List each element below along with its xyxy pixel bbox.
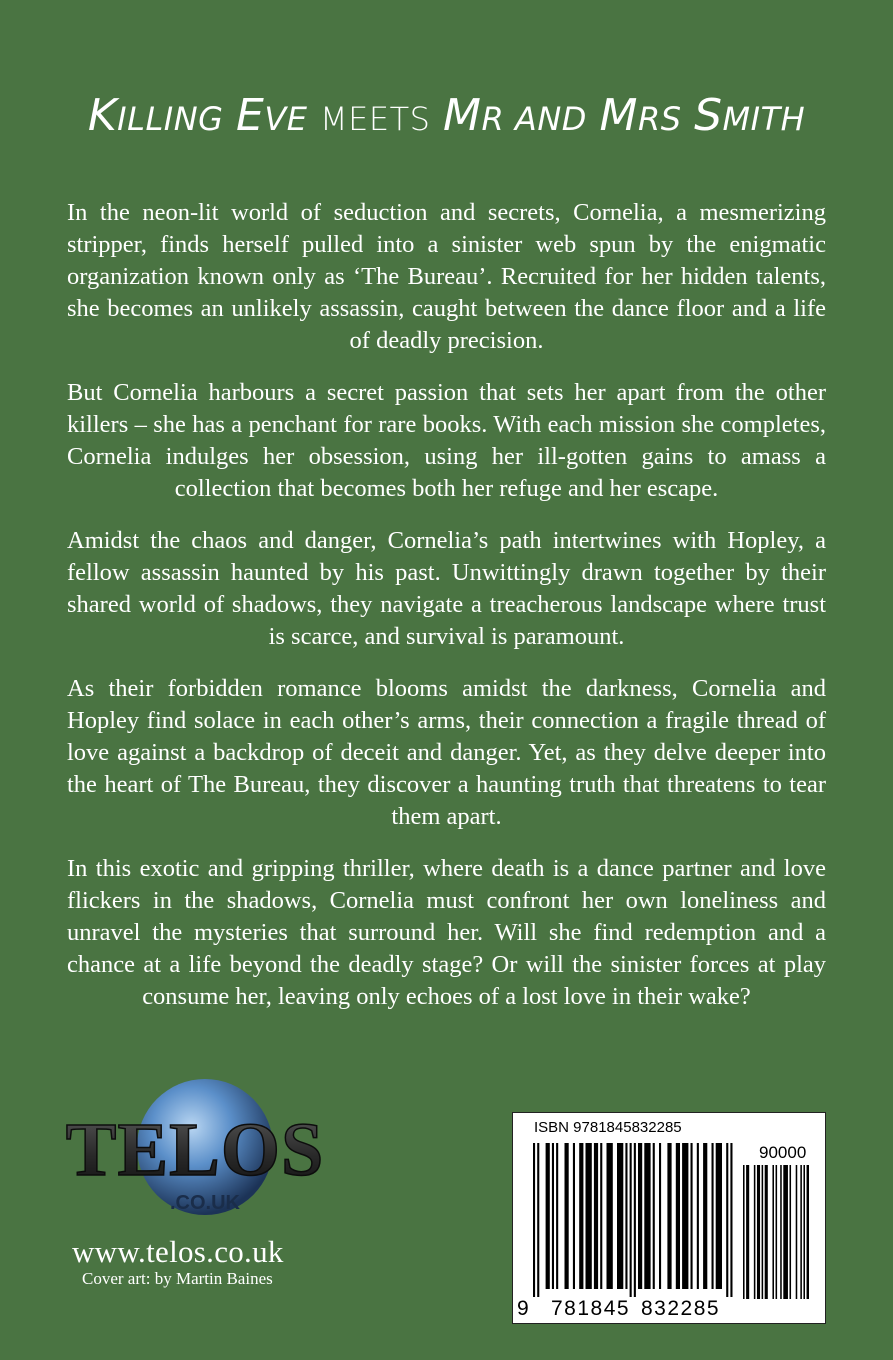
barcode-bar [772,1165,774,1299]
barcode-bar [586,1143,592,1289]
barcode-bar [765,1165,768,1299]
barcode-bar [676,1143,680,1289]
barcode-bar [667,1143,671,1289]
barcode-bars-addon [743,1165,809,1299]
blurb-paragraph-4: As their forbidden romance blooms amidst the darkness, Cornelia and Hopley find solace in each other’s arms, their connection a fragile thread of love against a backdrop of deceit and danger. Yet, as they delve deeper into the heart of The Bureau, they discover a haunting truth that threatens to tear them apart. [67,675,826,830]
barcode-bar [552,1143,554,1289]
barcode-bar [644,1143,650,1289]
barcode-bar [803,1165,805,1299]
barcode-bar [796,1165,798,1299]
logo-text: TELOS [65,1108,325,1192]
barcode-bar [556,1143,558,1289]
barcode-bar [565,1143,569,1289]
telos-globe-logo [55,1075,335,1235]
barcode-bar [697,1143,699,1289]
barcode-bar [807,1165,809,1299]
barcode-bars-main [533,1143,733,1299]
barcode-bar [607,1143,613,1289]
tagline-word: MEETS [320,100,431,138]
logo-subtext: .CO.UK [170,1192,240,1214]
barcode-bar [783,1165,788,1299]
blurb [67,197,826,1033]
tagline-word: MITH [722,100,806,138]
barcode-bar [659,1143,661,1289]
tagline-word: VE [264,100,308,138]
isbn-label: ISBN 9781845832285 [534,1119,682,1136]
blurb-paragraph-1: In the neon-lit world of seduction and secrets, Cornelia, a mesmerizing stripper, finds herself pulled into a sinister web spun by the enigmatic organization known only as ‘The Bureau’. Recruited for her hidden talents, she becomes an unlikely assassin, caught between the dance floor and a life of deadly precision. [67,199,826,354]
barcode-bar [546,1143,550,1289]
barcode-bar [800,1165,802,1299]
barcode-bar [625,1143,627,1289]
barcode-bar [573,1143,575,1289]
barcode-bar [743,1165,745,1299]
barcode-digits-group1: 781845 [551,1297,631,1320]
barcode-bar [776,1165,778,1299]
barcode-bar [600,1143,602,1289]
barcode-bar [691,1143,693,1289]
barcode-bar [638,1143,642,1289]
barcode-bar [780,1165,782,1299]
barcode-bar [726,1143,728,1297]
barcode-bar [757,1165,760,1299]
blurb-paragraph-3: Amidst the chaos and danger, Cornelia’s path intertwines with Hopley, a fellow assassin haunted by his past. Unwittingly drawn together by their shared world of shadows, they navigate a treacherous landscape where trust is scarce, and survival is paramount. [67,527,826,650]
barcode-bar [617,1143,623,1289]
barcode-bar [716,1143,722,1289]
tagline-initial: M [599,90,638,141]
publisher-url: www.telos.co.uk [72,1234,284,1269]
barcode-bar [579,1143,583,1289]
barcode-bar [682,1143,688,1289]
barcode-bar [703,1143,707,1289]
tagline-initial: E [236,90,265,141]
barcode-bar [730,1143,732,1297]
barcode-bar [754,1165,756,1299]
barcode-bar [630,1143,632,1297]
barcode-bar [533,1143,535,1297]
barcode-bar [790,1165,792,1299]
barcode [512,1112,826,1324]
barcode-digits-group2: 832285 [641,1297,721,1320]
tagline-word: ILLING [117,100,224,138]
tagline-word: R AND [481,100,587,138]
barcode-bar [746,1165,749,1299]
barcode-bar [634,1143,636,1297]
barcode-bar [762,1165,764,1299]
barcode-bar [712,1143,714,1289]
tagline-word: RS [637,100,682,138]
blurb-paragraph-2: But Cornelia harbours a secret passion that sets her apart from the other killers – she has a penchant for rare books. With each mission she completes, Cornelia indulges her obsession, using her ill-gotten gains to amass a collection that becomes both her refuge and her escape. [67,379,826,502]
cover-art-credit: Cover art: by Martin Baines [82,1269,273,1288]
price-code: 90000 [759,1143,807,1162]
barcode-bar [594,1143,598,1289]
tagline-initial: K [87,90,118,141]
barcode-bar [653,1143,655,1289]
barcode-bar [537,1143,539,1297]
tagline [0,90,893,141]
tagline-initial: M [443,90,482,141]
barcode-digit-first: 9 [517,1297,531,1320]
blurb-paragraph-5: In this exotic and gripping thriller, where death is a dance partner and love flickers in the shadows, Cornelia must confront her own loneliness and unravel the mysteries that surround her. Will she find redemption and a chance at a life beyond the deadly stage? Or will the sinister forces at play consume her, leaving only echoes of a lost love in their wake? [67,855,826,1010]
tagline-initial: S [694,90,723,141]
